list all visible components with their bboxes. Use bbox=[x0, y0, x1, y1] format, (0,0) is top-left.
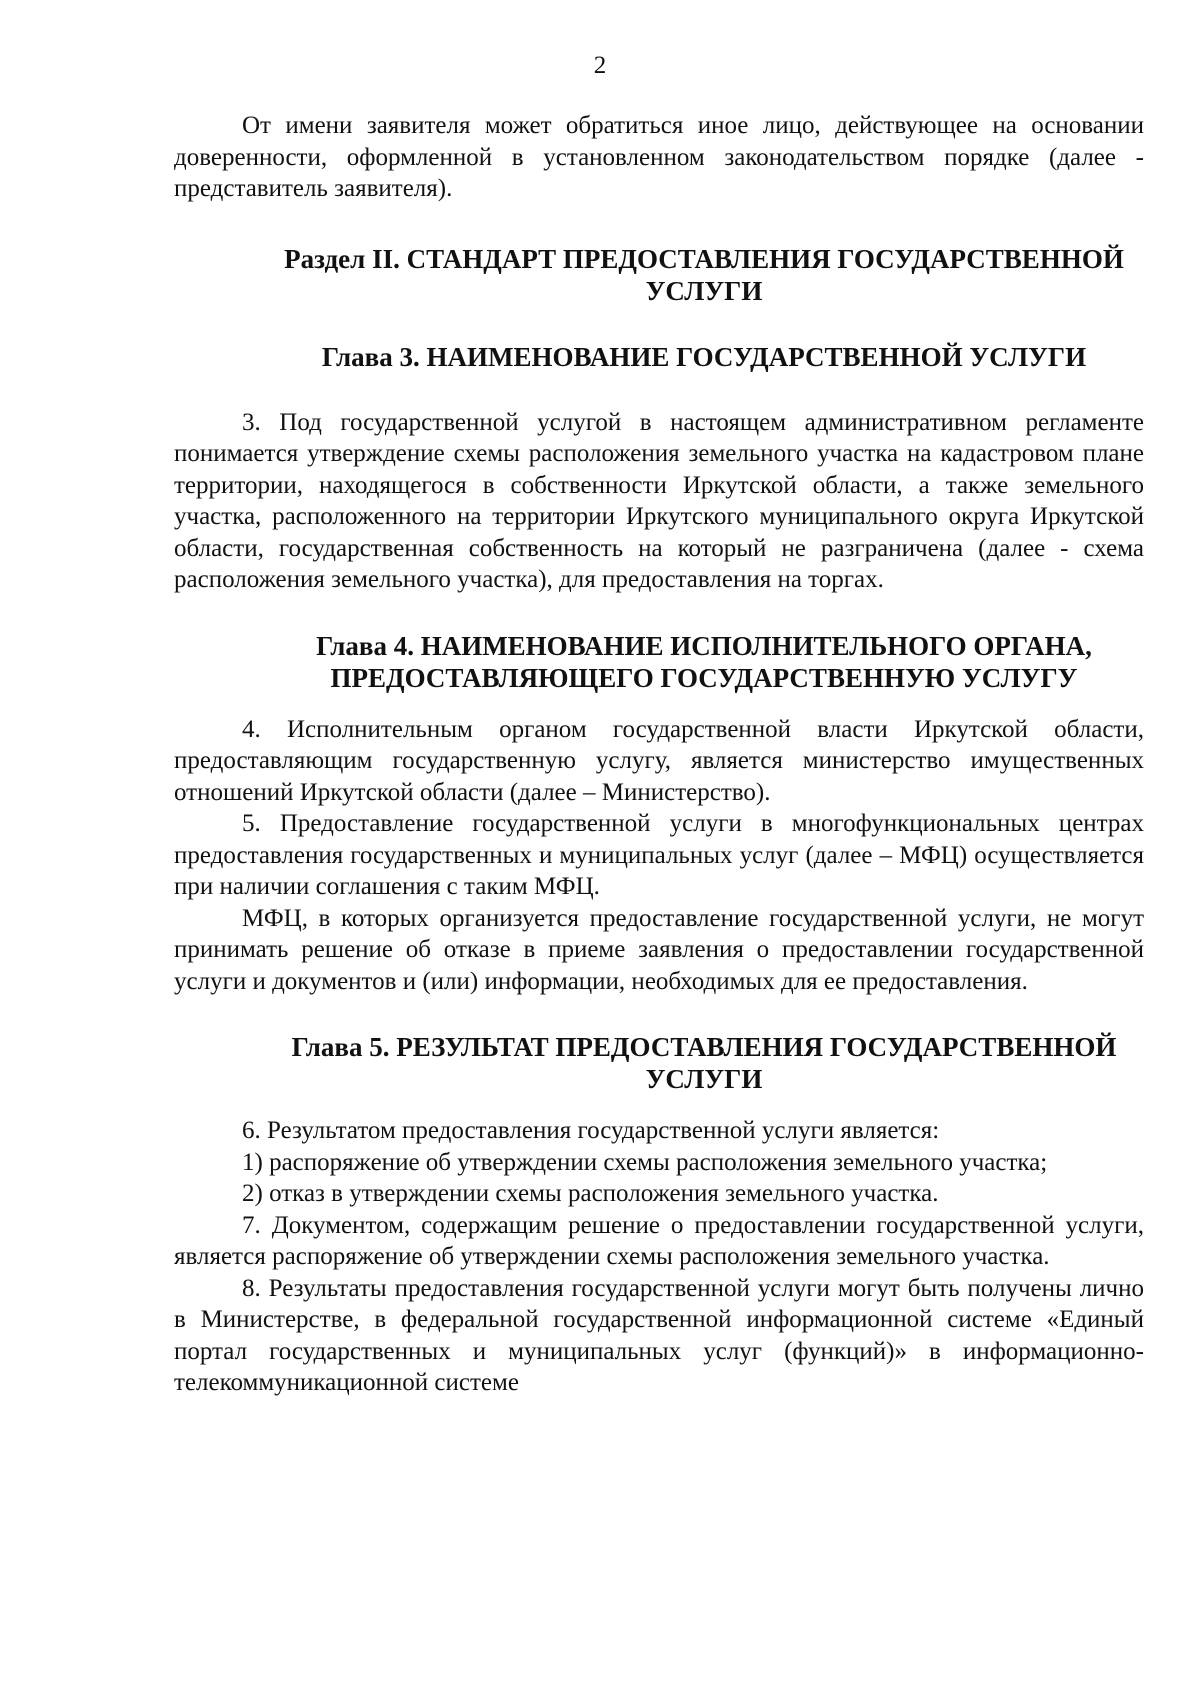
heading-line: Глава 5. РЕЗУЛЬТАТ ПРЕДОСТАВЛЕНИЯ ГОСУДАРСТВЕННОЙ bbox=[291, 1032, 1117, 1062]
chapter-4-heading bbox=[174, 630, 1144, 694]
list-item-1: 1) распоряжение об утверждении схемы расположения земельного участка; bbox=[242, 1148, 1048, 1176]
heading-line: УСЛУГИ bbox=[645, 275, 763, 306]
heading-line: ПРЕДОСТАВЛЯЮЩЕГО ГОСУДАРСТВЕННУЮ УСЛУГУ bbox=[330, 662, 1078, 693]
paragraph-4: 4. Исполнительным органом государственной власти Иркутской области, предоставляющим государственную услугу, является министерство имущественных отношений Иркутской области (далее – Министерство). bbox=[174, 715, 1144, 806]
heading-line: Глава 3. НАИМЕНОВАНИЕ ГОСУДАРСТВЕННОЙ УСЛУГИ bbox=[321, 341, 1087, 372]
paragraph-8: 8. Результаты предоставления государственной услуги могут быть получены лично в Министерстве, в федеральной государственной информационной системе «Единый портал государственных и муниципальных услуг (функций)» в информационно-телекоммуникационной системе bbox=[174, 1274, 1144, 1396]
paragraph-6: 6. Результатом предоставления государственной услуги является: bbox=[242, 1117, 940, 1144]
paragraph-7: 7. Документом, содержащим решение о предоставлении государственной услуги, является распоряжение об утверждении схемы расположения земельного участка. bbox=[174, 1211, 1144, 1270]
section-2-heading bbox=[174, 243, 1144, 307]
paragraph-representative: От имени заявителя может обратиться иное лицо, действующее на основании доверенности, оформленной в установленном законодательством порядке (далее - представитель заявителя). bbox=[174, 112, 1144, 202]
heading-line: Глава 4. НАИМЕНОВАНИЕ ИСПОЛНИТЕЛЬНОГО ОРГАНА, bbox=[316, 630, 1092, 661]
heading-line: УСЛУГИ bbox=[645, 1064, 763, 1094]
paragraph-5: 5. Предоставление государственной услуги в многофункциональных центрах предоставления государственных и муниципальных услуг (далее – МФЦ) осуществляется при наличии соглашения с таким МФЦ. bbox=[174, 810, 1144, 900]
chapter-3-heading bbox=[174, 341, 1144, 373]
chapter-5-heading bbox=[174, 1031, 1144, 1095]
paragraph-mfc: МФЦ, в которых организуется предоставление государственной услуги, не могут принимать решение об отказе в приеме заявления о предоставлении государственной услуги и документов и (или) информации, необходимых для ее предоставления. bbox=[174, 904, 1144, 995]
page-number: 2 bbox=[593, 52, 607, 79]
list-item-2: 2) отказ в утверждении схемы расположения земельного участка. bbox=[242, 1180, 939, 1207]
heading-line: Раздел II. СТАНДАРТ ПРЕДОСТАВЛЕНИЯ ГОСУДАРСТВЕННОЙ bbox=[284, 243, 1124, 274]
document-body bbox=[174, 110, 1144, 1399]
paragraph-3: 3. Под государственной услугой в настоящем административном регламенте понимается утверждение схемы расположения земельного участка на кадастровом плане территории, находящегося в собственности Иркутской области, а также земельного участка, расположенного на территории Иркутского муниципального округа Иркутской области, государственная собственность на который не разграничена (далее - схема расположения земельного участка), для предоставления на торгах. bbox=[174, 408, 1144, 593]
